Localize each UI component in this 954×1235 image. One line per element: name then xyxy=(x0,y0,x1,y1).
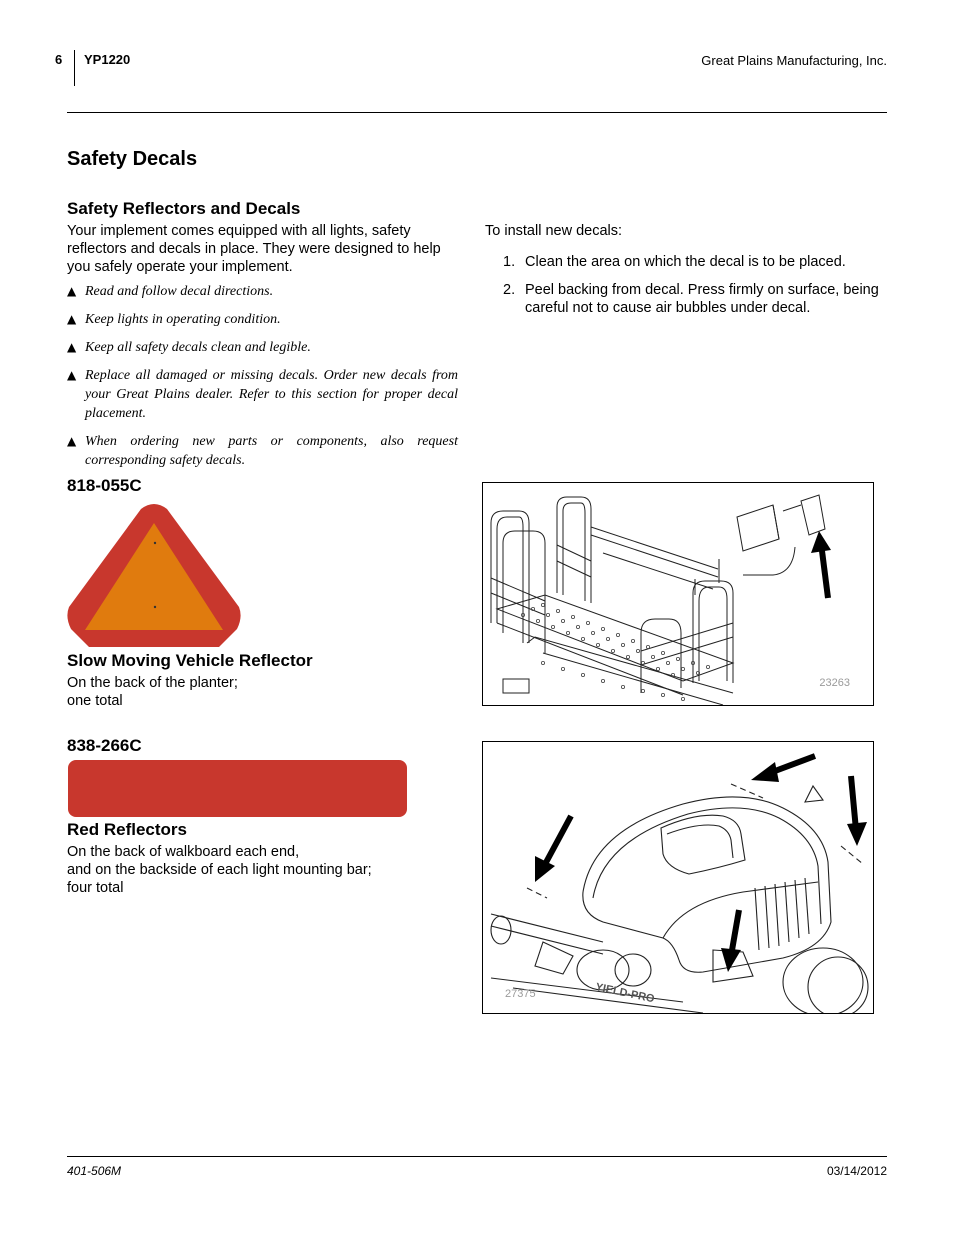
header-divider xyxy=(74,50,75,86)
intro-paragraph: Your implement comes equipped with all lights, safety reflectors and decals in place. They were designed to help you safely operate your implement. xyxy=(67,223,441,275)
decal-location-line: one total xyxy=(67,693,123,709)
bullet-item xyxy=(67,338,458,357)
step-number: 1. xyxy=(503,254,516,270)
company-name: Great Plains Manufacturing, Inc. xyxy=(701,53,887,68)
install-step xyxy=(503,253,883,271)
bullet-item xyxy=(67,282,458,301)
install-lead: To install new decals: xyxy=(485,223,623,239)
header-rule xyxy=(67,112,887,113)
smv-reflector-decal xyxy=(67,503,241,649)
doc-number: 401-506M xyxy=(67,1164,122,1178)
bullet-triangle-icon: ▲ xyxy=(67,368,77,382)
walkboard-illustration xyxy=(483,483,873,705)
decal-part-number: 838-266C xyxy=(67,736,142,755)
decal-location-line: four total xyxy=(67,880,124,896)
decal-location-line: On the back of walkboard each end, xyxy=(67,844,300,860)
planter-illustration xyxy=(483,742,873,1013)
model-name: YP1220 xyxy=(84,52,131,67)
step-text: Peel backing from decal. Press firmly on surface, being careful not to cause air bubbles under decal. xyxy=(525,282,879,316)
decal-part-number: 818-055C xyxy=(67,476,142,495)
bullet-item xyxy=(67,366,458,423)
svg-text:YIELD-PRO: YIELD-PRO xyxy=(594,981,656,1006)
bullet-text: Keep all safety decals clean and legible. xyxy=(85,340,311,355)
decal-name: Slow Moving Vehicle Reflector xyxy=(67,651,313,670)
decal-location-line: On the back of the planter; xyxy=(67,675,238,691)
bullet-text: Keep lights in operating condition. xyxy=(85,312,281,327)
walkboard-figure xyxy=(482,482,874,706)
page-number: 6 xyxy=(55,52,63,67)
decal-name: Red Reflectors xyxy=(67,820,187,839)
bullet-text: Replace all damaged or missing decals. Order new decals from your Great Plains dealer. Refer to this section for proper decal placement. xyxy=(85,368,458,421)
bullet-item xyxy=(67,432,458,470)
figure-id: 23263 xyxy=(819,677,850,689)
bullet-triangle-icon: ▲ xyxy=(67,312,77,326)
subsection-title: Safety Reflectors and Decals xyxy=(67,199,301,218)
arrow-up-icon xyxy=(811,531,831,598)
footer-rule xyxy=(67,1156,887,1157)
decal-location-line: and on the backside of each light mounting bar; xyxy=(67,862,372,878)
bullet-text: Read and follow decal directions. xyxy=(85,284,274,299)
red-reflector-decal xyxy=(68,760,407,817)
step-text: Clean the area on which the decal is to be placed. xyxy=(525,254,846,270)
bullet-item xyxy=(67,310,458,329)
section-title: Safety Decals xyxy=(67,148,198,170)
bullet-triangle-icon: ▲ xyxy=(67,340,77,354)
revision-date: 03/14/2012 xyxy=(826,1164,887,1178)
bullet-text: When ordering new parts or components, also request corresponding safety decals. xyxy=(85,434,458,468)
step-number: 2. xyxy=(503,282,516,298)
install-step xyxy=(503,281,883,317)
bullet-triangle-icon: ▲ xyxy=(67,284,77,298)
planter-figure xyxy=(482,741,874,1014)
bullet-triangle-icon: ▲ xyxy=(67,434,77,448)
figure-id: 27375 xyxy=(505,988,536,1000)
